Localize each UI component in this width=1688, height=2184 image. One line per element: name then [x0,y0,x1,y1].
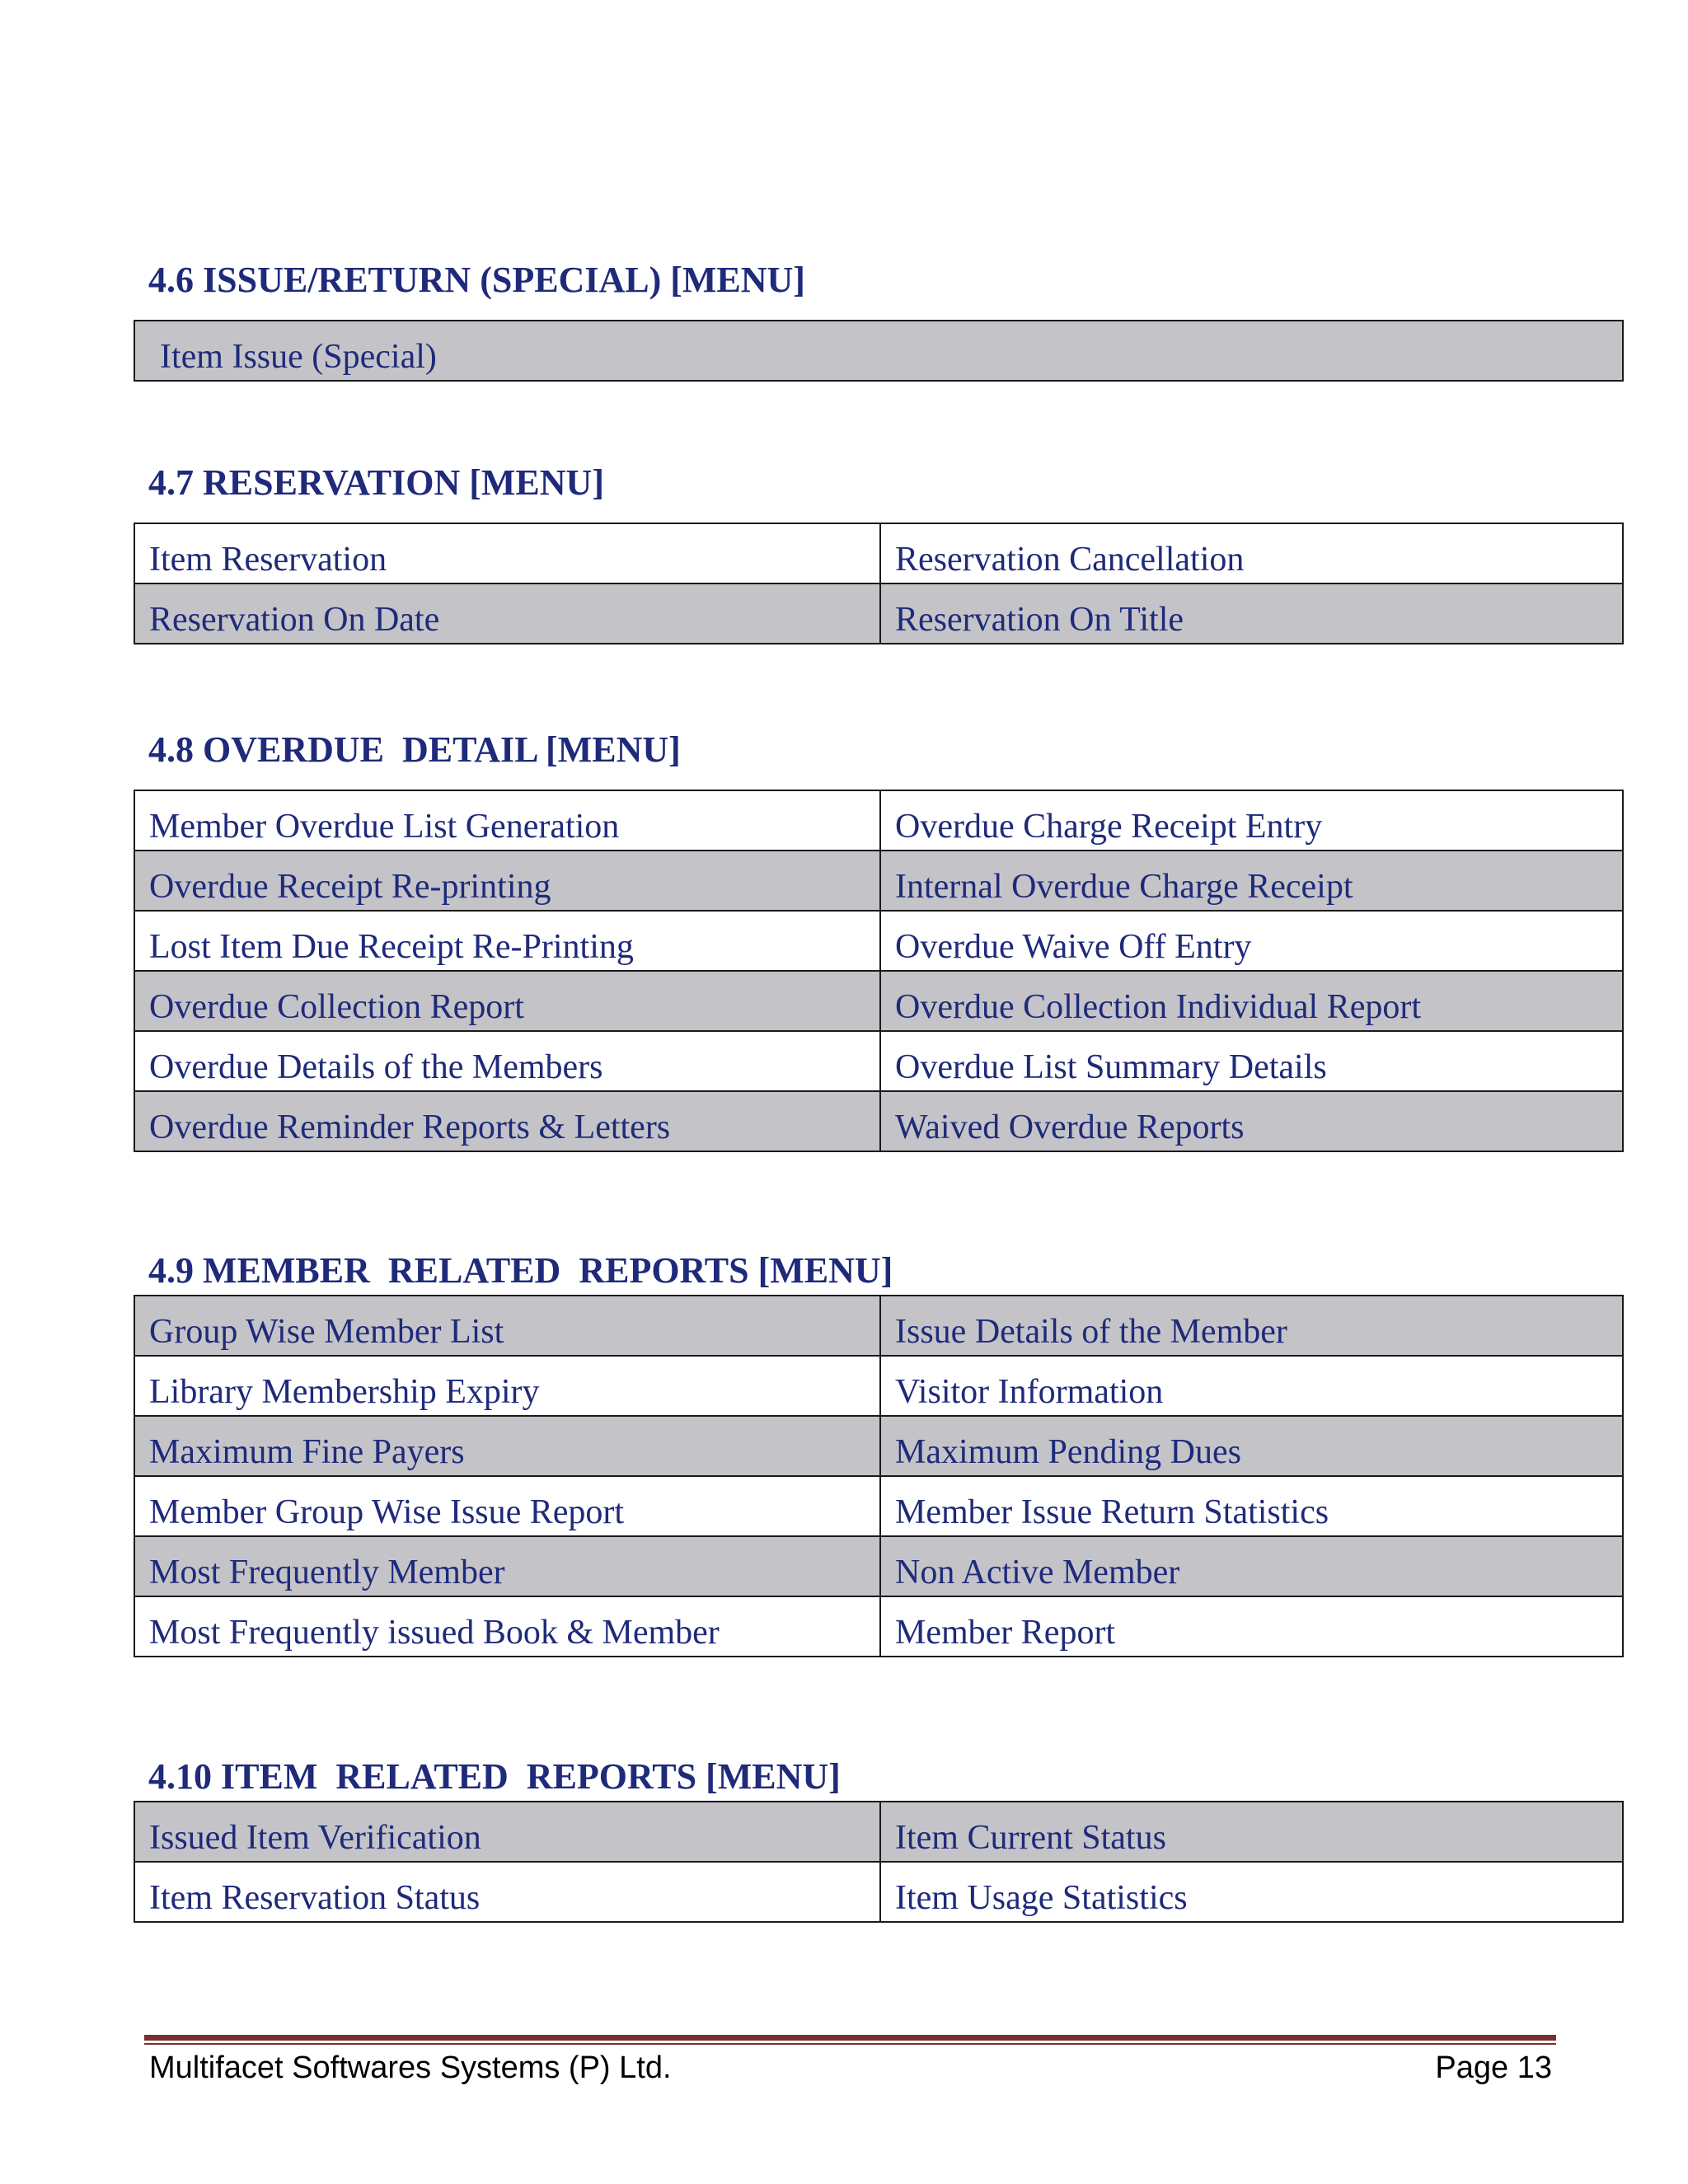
menu-item: Library Membership Expiry [134,1356,880,1416]
menu-item: Overdue Collection Report [134,971,880,1031]
menu-item: Item Reservation Status [134,1862,880,1922]
table-row [134,911,1623,971]
section-heading-item-related-reports: 4.10 ITEM RELATED REPORTS [MENU] [148,1756,841,1797]
menu-item: Issue Details of the Member [880,1296,1623,1356]
menu-item: Item Reservation [134,523,880,583]
menu-item: Member Group Wise Issue Report [134,1476,880,1536]
menu-table-item-related-reports [134,1801,1624,1923]
menu-item: Most Frequently issued Book & Member [134,1596,880,1657]
menu-item: Maximum Fine Payers [134,1416,880,1476]
menu-item: Overdue Waive Off Entry [880,911,1623,971]
menu-item: Reservation On Date [134,583,880,644]
menu-item: Non Active Member [880,1536,1623,1596]
menu-item: Item Usage Statistics [880,1862,1623,1922]
menu-item: Overdue List Summary Details [880,1031,1623,1091]
menu-item: Visitor Information [880,1356,1623,1416]
menu-item: Lost Item Due Receipt Re-Printing [134,911,880,971]
menu-table-overdue-detail [134,790,1624,1152]
footer-divider-thin [144,2043,1556,2045]
table-row [134,321,1623,381]
table-row [134,1091,1623,1151]
section-heading-reservation: 4.7 RESERVATION [MENU] [148,462,604,503]
table-row [134,851,1623,911]
table-row [134,1536,1623,1596]
menu-item: Overdue Charge Receipt Entry [880,790,1623,851]
menu-item: Overdue Collection Individual Report [880,971,1623,1031]
section-heading-overdue-detail: 4.8 OVERDUE DETAIL [MENU] [148,729,681,770]
menu-item: Overdue Details of the Members [134,1031,880,1091]
table-row [134,583,1623,644]
menu-table-member-related-reports [134,1295,1624,1657]
menu-item: Member Overdue List Generation [134,790,880,851]
table-row [134,1802,1623,1862]
section-heading-member-related-reports: 4.9 MEMBER RELATED REPORTS [MENU] [148,1250,893,1291]
menu-item: Item Current Status [880,1802,1623,1862]
table-row [134,790,1623,851]
section-heading-issue-return-special: 4.6 ISSUE/RETURN (SPECIAL) [MENU] [148,260,805,300]
footer-company-name: Multifacet Softwares Systems (P) Ltd. [149,2050,672,2085]
menu-item: Issued Item Verification [134,1802,880,1862]
table-row [134,1031,1623,1091]
menu-table-reservation [134,523,1624,644]
menu-item: Reservation On Title [880,583,1623,644]
menu-item: Most Frequently Member [134,1536,880,1596]
table-row [134,1356,1623,1416]
menu-item: Overdue Receipt Re-printing [134,851,880,911]
table-row [134,1862,1623,1922]
table-row [134,1296,1623,1356]
menu-item: Overdue Reminder Reports & Letters [134,1091,880,1151]
table-row [134,1476,1623,1536]
table-row [134,523,1623,583]
menu-item: Item Issue (Special) [134,321,1623,381]
table-row [134,1416,1623,1476]
menu-item: Reservation Cancellation [880,523,1623,583]
menu-table-issue-return-special [134,320,1624,382]
menu-item: Waived Overdue Reports [880,1091,1623,1151]
footer-divider [144,2035,1556,2041]
menu-item: Maximum Pending Dues [880,1416,1623,1476]
table-row [134,1596,1623,1657]
menu-item: Member Issue Return Statistics [880,1476,1623,1536]
footer-page-number: Page 13 [1435,2050,1552,2085]
menu-item: Group Wise Member List [134,1296,880,1356]
table-row [134,971,1623,1031]
menu-item: Member Report [880,1596,1623,1657]
menu-item: Internal Overdue Charge Receipt [880,851,1623,911]
